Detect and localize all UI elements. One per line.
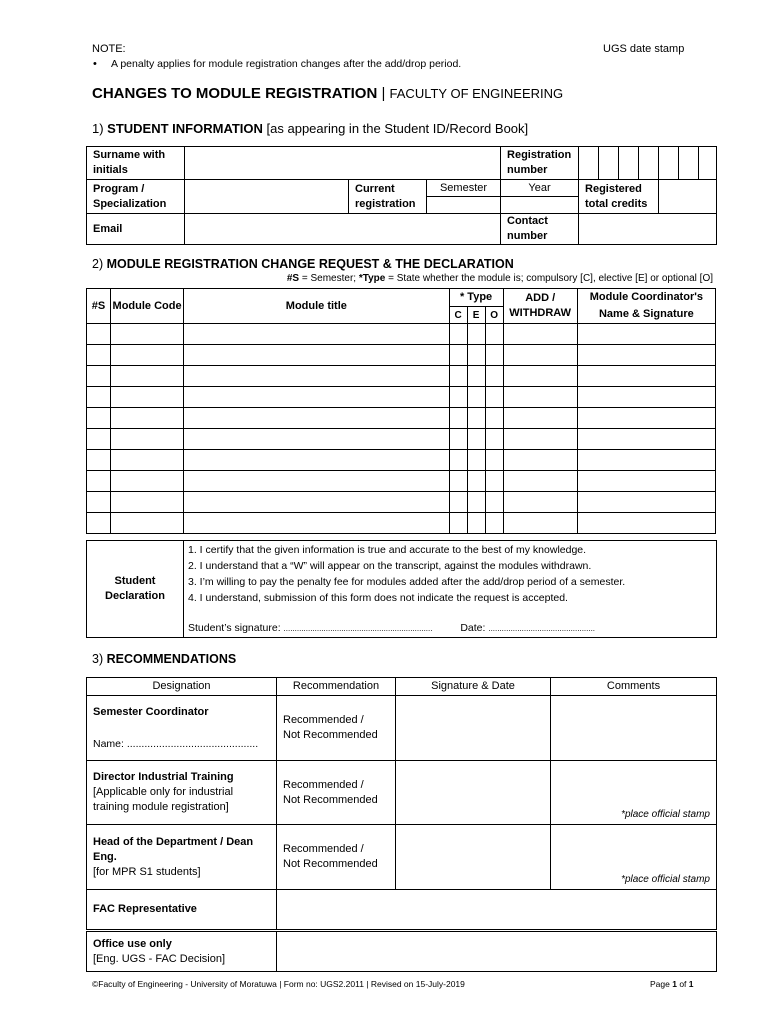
module-cell[interactable] xyxy=(87,513,111,534)
rec-option-recommended: Recommended / xyxy=(283,843,364,855)
module-cell[interactable] xyxy=(467,345,485,366)
module-cell[interactable] xyxy=(111,345,184,366)
module-row xyxy=(87,324,716,345)
module-cell[interactable] xyxy=(449,429,467,450)
section2-num: 2) xyxy=(92,257,107,271)
module-cell[interactable] xyxy=(503,387,577,408)
hod-cell xyxy=(87,825,277,890)
registered-credits-field[interactable] xyxy=(659,180,717,214)
reg-digit-box[interactable] xyxy=(639,147,659,180)
page-title xyxy=(92,85,563,102)
module-cell[interactable] xyxy=(184,366,449,387)
hod-note: [for MPR S1 students] xyxy=(93,865,201,878)
module-cell[interactable] xyxy=(184,408,449,429)
module-cell[interactable] xyxy=(577,492,715,513)
section2-title: MODULE REGISTRATION CHANGE REQUEST & THE DECLARATION xyxy=(106,257,514,271)
module-cell[interactable] xyxy=(485,471,503,492)
current-reg-label: Current registration xyxy=(349,180,427,214)
module-cell[interactable] xyxy=(184,513,449,534)
stamp-note: *place official stamp xyxy=(621,809,710,820)
module-cell[interactable] xyxy=(503,429,577,450)
module-cell[interactable] xyxy=(449,345,467,366)
module-cell[interactable] xyxy=(577,513,715,534)
contact-label: Contact number xyxy=(501,214,579,245)
title-sub: FACULTY OF ENGINEERING xyxy=(389,86,564,101)
module-cell[interactable] xyxy=(111,408,184,429)
module-cell[interactable] xyxy=(503,450,577,471)
module-table xyxy=(86,288,716,534)
legend-type-text: = State whether the module is; compulsory [C], elective [E] or optional [O] xyxy=(385,273,713,284)
recommendations-table xyxy=(86,677,717,930)
semester-coordinator-title: Semester Coordinator xyxy=(93,706,209,718)
section3-title: RECOMMENDATIONS xyxy=(106,652,237,666)
module-cell[interactable] xyxy=(184,324,449,345)
module-cell[interactable] xyxy=(467,324,485,345)
module-cell[interactable] xyxy=(184,492,449,513)
date-field[interactable]: ................................................ xyxy=(488,624,596,633)
module-cell[interactable] xyxy=(467,408,485,429)
footer-text: ©Faculty of Engineering - University of Moratuwa | Form no: UGS2.2011 | Revised on 15-July-2019 xyxy=(92,979,465,989)
reg-number-label: Registration number xyxy=(501,147,579,180)
col-coordinator-header: Module Coordinator's Name & Signature xyxy=(577,289,715,324)
page-current: 1 xyxy=(672,979,677,989)
module-cell[interactable] xyxy=(184,345,449,366)
module-cell[interactable] xyxy=(577,366,715,387)
module-cell[interactable] xyxy=(184,387,449,408)
module-cell[interactable] xyxy=(87,429,111,450)
semester-field[interactable] xyxy=(427,197,501,214)
student-info-table xyxy=(86,146,717,245)
module-cell[interactable] xyxy=(485,345,503,366)
title-sep: | xyxy=(377,85,390,102)
declaration-label: Student Declaration xyxy=(87,541,184,638)
section2-heading xyxy=(92,257,514,271)
module-cell[interactable] xyxy=(467,492,485,513)
module-cell[interactable] xyxy=(111,387,184,408)
module-row xyxy=(87,471,716,492)
comments-cell[interactable] xyxy=(551,761,717,825)
module-cell[interactable] xyxy=(467,450,485,471)
recommendation-cell[interactable] xyxy=(277,696,396,761)
section1-num: 1) xyxy=(92,121,108,136)
section2-legend xyxy=(287,273,713,284)
col-o-header: O xyxy=(485,307,503,324)
director-cell xyxy=(87,761,277,825)
note-bullet-icon: • xyxy=(93,58,97,70)
rec-option-recommended: Recommended / xyxy=(283,778,364,791)
legend-s-text: = Semester; xyxy=(299,273,359,284)
module-cell[interactable] xyxy=(111,492,184,513)
col-semester-header: #S xyxy=(87,289,111,324)
date-label: Date: xyxy=(460,622,486,634)
declaration-item: 1. I certify that the given information is true and accurate to the best of my knowledge. xyxy=(188,544,587,556)
section3-heading xyxy=(92,652,236,666)
recommendation-cell[interactable] xyxy=(277,761,396,825)
module-cell[interactable] xyxy=(503,492,577,513)
signature-cell[interactable] xyxy=(396,761,551,825)
module-cell[interactable] xyxy=(449,387,467,408)
module-cell[interactable] xyxy=(449,366,467,387)
module-cell[interactable] xyxy=(87,450,111,471)
year-label: Year xyxy=(501,180,579,197)
module-cell[interactable] xyxy=(503,366,577,387)
module-cell[interactable] xyxy=(111,366,184,387)
module-cell[interactable] xyxy=(485,408,503,429)
page-prefix: Page xyxy=(650,979,673,989)
program-field[interactable] xyxy=(185,180,349,214)
section3-num: 3) xyxy=(92,652,107,666)
col-title-header: Module title xyxy=(184,289,449,324)
rec-option-not-recommended: Not Recommended xyxy=(283,729,378,741)
module-cell[interactable] xyxy=(485,492,503,513)
page-of: of xyxy=(676,979,689,989)
module-cell[interactable] xyxy=(449,513,467,534)
module-cell[interactable] xyxy=(485,513,503,534)
reg-digit-box[interactable] xyxy=(579,147,599,180)
surname-field[interactable] xyxy=(185,147,501,180)
module-cell[interactable] xyxy=(577,324,715,345)
module-cell[interactable] xyxy=(449,492,467,513)
module-cell[interactable] xyxy=(577,408,715,429)
module-cell[interactable] xyxy=(503,471,577,492)
module-row xyxy=(87,387,716,408)
comments-cell[interactable] xyxy=(551,825,717,890)
signature-label: Student’s signature: xyxy=(188,622,281,634)
note-label: NOTE: xyxy=(92,43,126,55)
signature-cell[interactable] xyxy=(396,696,551,761)
module-cell[interactable] xyxy=(503,324,577,345)
semester-label: Semester xyxy=(427,180,501,197)
module-cell[interactable] xyxy=(87,471,111,492)
col-code-header: Module Code xyxy=(111,289,184,324)
office-use-note: [Eng. UGS - FAC Decision] xyxy=(93,952,226,965)
fac-representative-field[interactable] xyxy=(277,890,717,930)
reg-digit-box[interactable] xyxy=(659,147,679,180)
col-type-header: * Type xyxy=(449,289,503,307)
declaration-body xyxy=(184,541,717,638)
module-cell[interactable] xyxy=(467,471,485,492)
col-c-header: C xyxy=(449,307,467,324)
declaration-table xyxy=(86,540,717,638)
module-cell[interactable] xyxy=(467,513,485,534)
legend-type-symbol: *Type xyxy=(358,273,386,284)
module-cell[interactable] xyxy=(503,408,577,429)
module-cell[interactable] xyxy=(87,366,111,387)
col-e-header: E xyxy=(467,307,485,324)
module-row xyxy=(87,450,716,471)
rec-option-not-recommended: Not Recommended xyxy=(283,793,378,806)
module-cell[interactable] xyxy=(449,324,467,345)
section1-heading xyxy=(92,121,528,136)
module-cell[interactable] xyxy=(485,324,503,345)
module-cell[interactable] xyxy=(87,324,111,345)
module-cell[interactable] xyxy=(485,366,503,387)
signature-cell[interactable] xyxy=(396,825,551,890)
signature-field[interactable]: ................................................................... xyxy=(283,624,433,633)
module-cell[interactable] xyxy=(184,471,449,492)
reg-digit-box[interactable] xyxy=(699,147,717,180)
section1-title: STUDENT INFORMATION xyxy=(107,121,263,136)
module-cell[interactable] xyxy=(485,387,503,408)
module-cell[interactable] xyxy=(467,429,485,450)
reg-digit-box[interactable] xyxy=(599,147,619,180)
semester-coordinator-cell xyxy=(87,696,277,761)
col-signature-header: Signature & Date xyxy=(396,678,551,696)
hod-title: Head of the Department / Dean Eng. xyxy=(93,835,254,863)
email-label: Email xyxy=(87,214,185,245)
program-label: Program / Specialization xyxy=(87,180,185,214)
module-cell[interactable] xyxy=(577,450,715,471)
contact-field[interactable] xyxy=(579,214,717,245)
page-total: 1 xyxy=(688,979,694,989)
module-cell[interactable] xyxy=(449,450,467,471)
surname-label: Surname with initials xyxy=(87,147,185,180)
note-bullet-text: A penalty applies for module registration changes after the add/drop period. xyxy=(111,58,462,70)
module-cell[interactable] xyxy=(503,513,577,534)
declaration-item: 3. I’m willing to pay the penalty fee for modules added after the add/drop period of a semester. xyxy=(188,576,626,588)
rec-option-not-recommended: Not Recommended xyxy=(283,858,378,870)
module-row xyxy=(87,513,716,534)
office-use-field[interactable] xyxy=(277,932,717,972)
module-cell[interactable] xyxy=(111,450,184,471)
module-cell[interactable] xyxy=(184,450,449,471)
module-cell[interactable] xyxy=(111,324,184,345)
legend-s-symbol: #S xyxy=(286,273,300,284)
office-use-table xyxy=(86,931,717,972)
module-row xyxy=(87,366,716,387)
module-cell[interactable] xyxy=(87,408,111,429)
recommendation-cell[interactable] xyxy=(277,825,396,890)
module-cell[interactable] xyxy=(111,513,184,534)
module-cell[interactable] xyxy=(111,429,184,450)
module-cell[interactable] xyxy=(449,471,467,492)
module-cell[interactable] xyxy=(467,387,485,408)
module-cell[interactable] xyxy=(87,387,111,408)
module-cell[interactable] xyxy=(184,429,449,450)
module-cell[interactable] xyxy=(577,471,715,492)
module-cell[interactable] xyxy=(577,429,715,450)
office-use-cell xyxy=(87,932,277,972)
module-cell[interactable] xyxy=(577,387,715,408)
module-row xyxy=(87,429,716,450)
module-cell[interactable] xyxy=(87,345,111,366)
declaration-item: 2. I understand that a “W” will appear on the transcript, against the modules withdrawn. xyxy=(188,560,592,572)
module-cell[interactable] xyxy=(485,429,503,450)
title-main: CHANGES TO MODULE REGISTRATION xyxy=(92,85,378,102)
fac-representative-label: FAC Representative xyxy=(87,890,277,930)
comments-cell[interactable] xyxy=(551,696,717,761)
reg-digit-box[interactable] xyxy=(619,147,639,180)
semester-coordinator-name[interactable]: Name: ............................................. xyxy=(93,738,259,750)
module-row xyxy=(87,345,716,366)
module-cell[interactable] xyxy=(111,471,184,492)
email-field[interactable] xyxy=(185,214,501,245)
module-cell[interactable] xyxy=(485,450,503,471)
col-comments-header: Comments xyxy=(551,678,717,696)
module-cell[interactable] xyxy=(467,366,485,387)
office-use-title: Office use only xyxy=(93,937,172,950)
section1-note: [as appearing in the Student ID/Record Book] xyxy=(262,121,529,136)
module-row xyxy=(87,408,716,429)
col-designation-header: Designation xyxy=(87,678,277,696)
director-title: Director Industrial Training xyxy=(93,771,234,783)
col-recommendation-header: Recommendation xyxy=(277,678,396,696)
ugs-date-stamp: UGS date stamp xyxy=(603,43,685,55)
rec-option-recommended: Recommended / xyxy=(283,714,364,726)
col-add-header: ADD / WITHDRAW xyxy=(503,289,577,324)
module-cell[interactable] xyxy=(577,345,715,366)
module-cell[interactable] xyxy=(449,408,467,429)
module-cell[interactable] xyxy=(503,345,577,366)
director-note: [Applicable only for industrial training module registration] xyxy=(93,786,234,813)
reg-digit-box[interactable] xyxy=(679,147,699,180)
signature-line xyxy=(188,620,712,637)
registered-credits-label: Registered total credits xyxy=(579,180,659,214)
stamp-note: *place official stamp xyxy=(621,874,710,885)
module-row xyxy=(87,492,716,513)
declaration-item: 4. I understand, submission of this form does not indicate the request is accepted. xyxy=(188,592,568,604)
page-number xyxy=(650,979,694,989)
year-field[interactable] xyxy=(501,197,579,214)
module-cell[interactable] xyxy=(87,492,111,513)
